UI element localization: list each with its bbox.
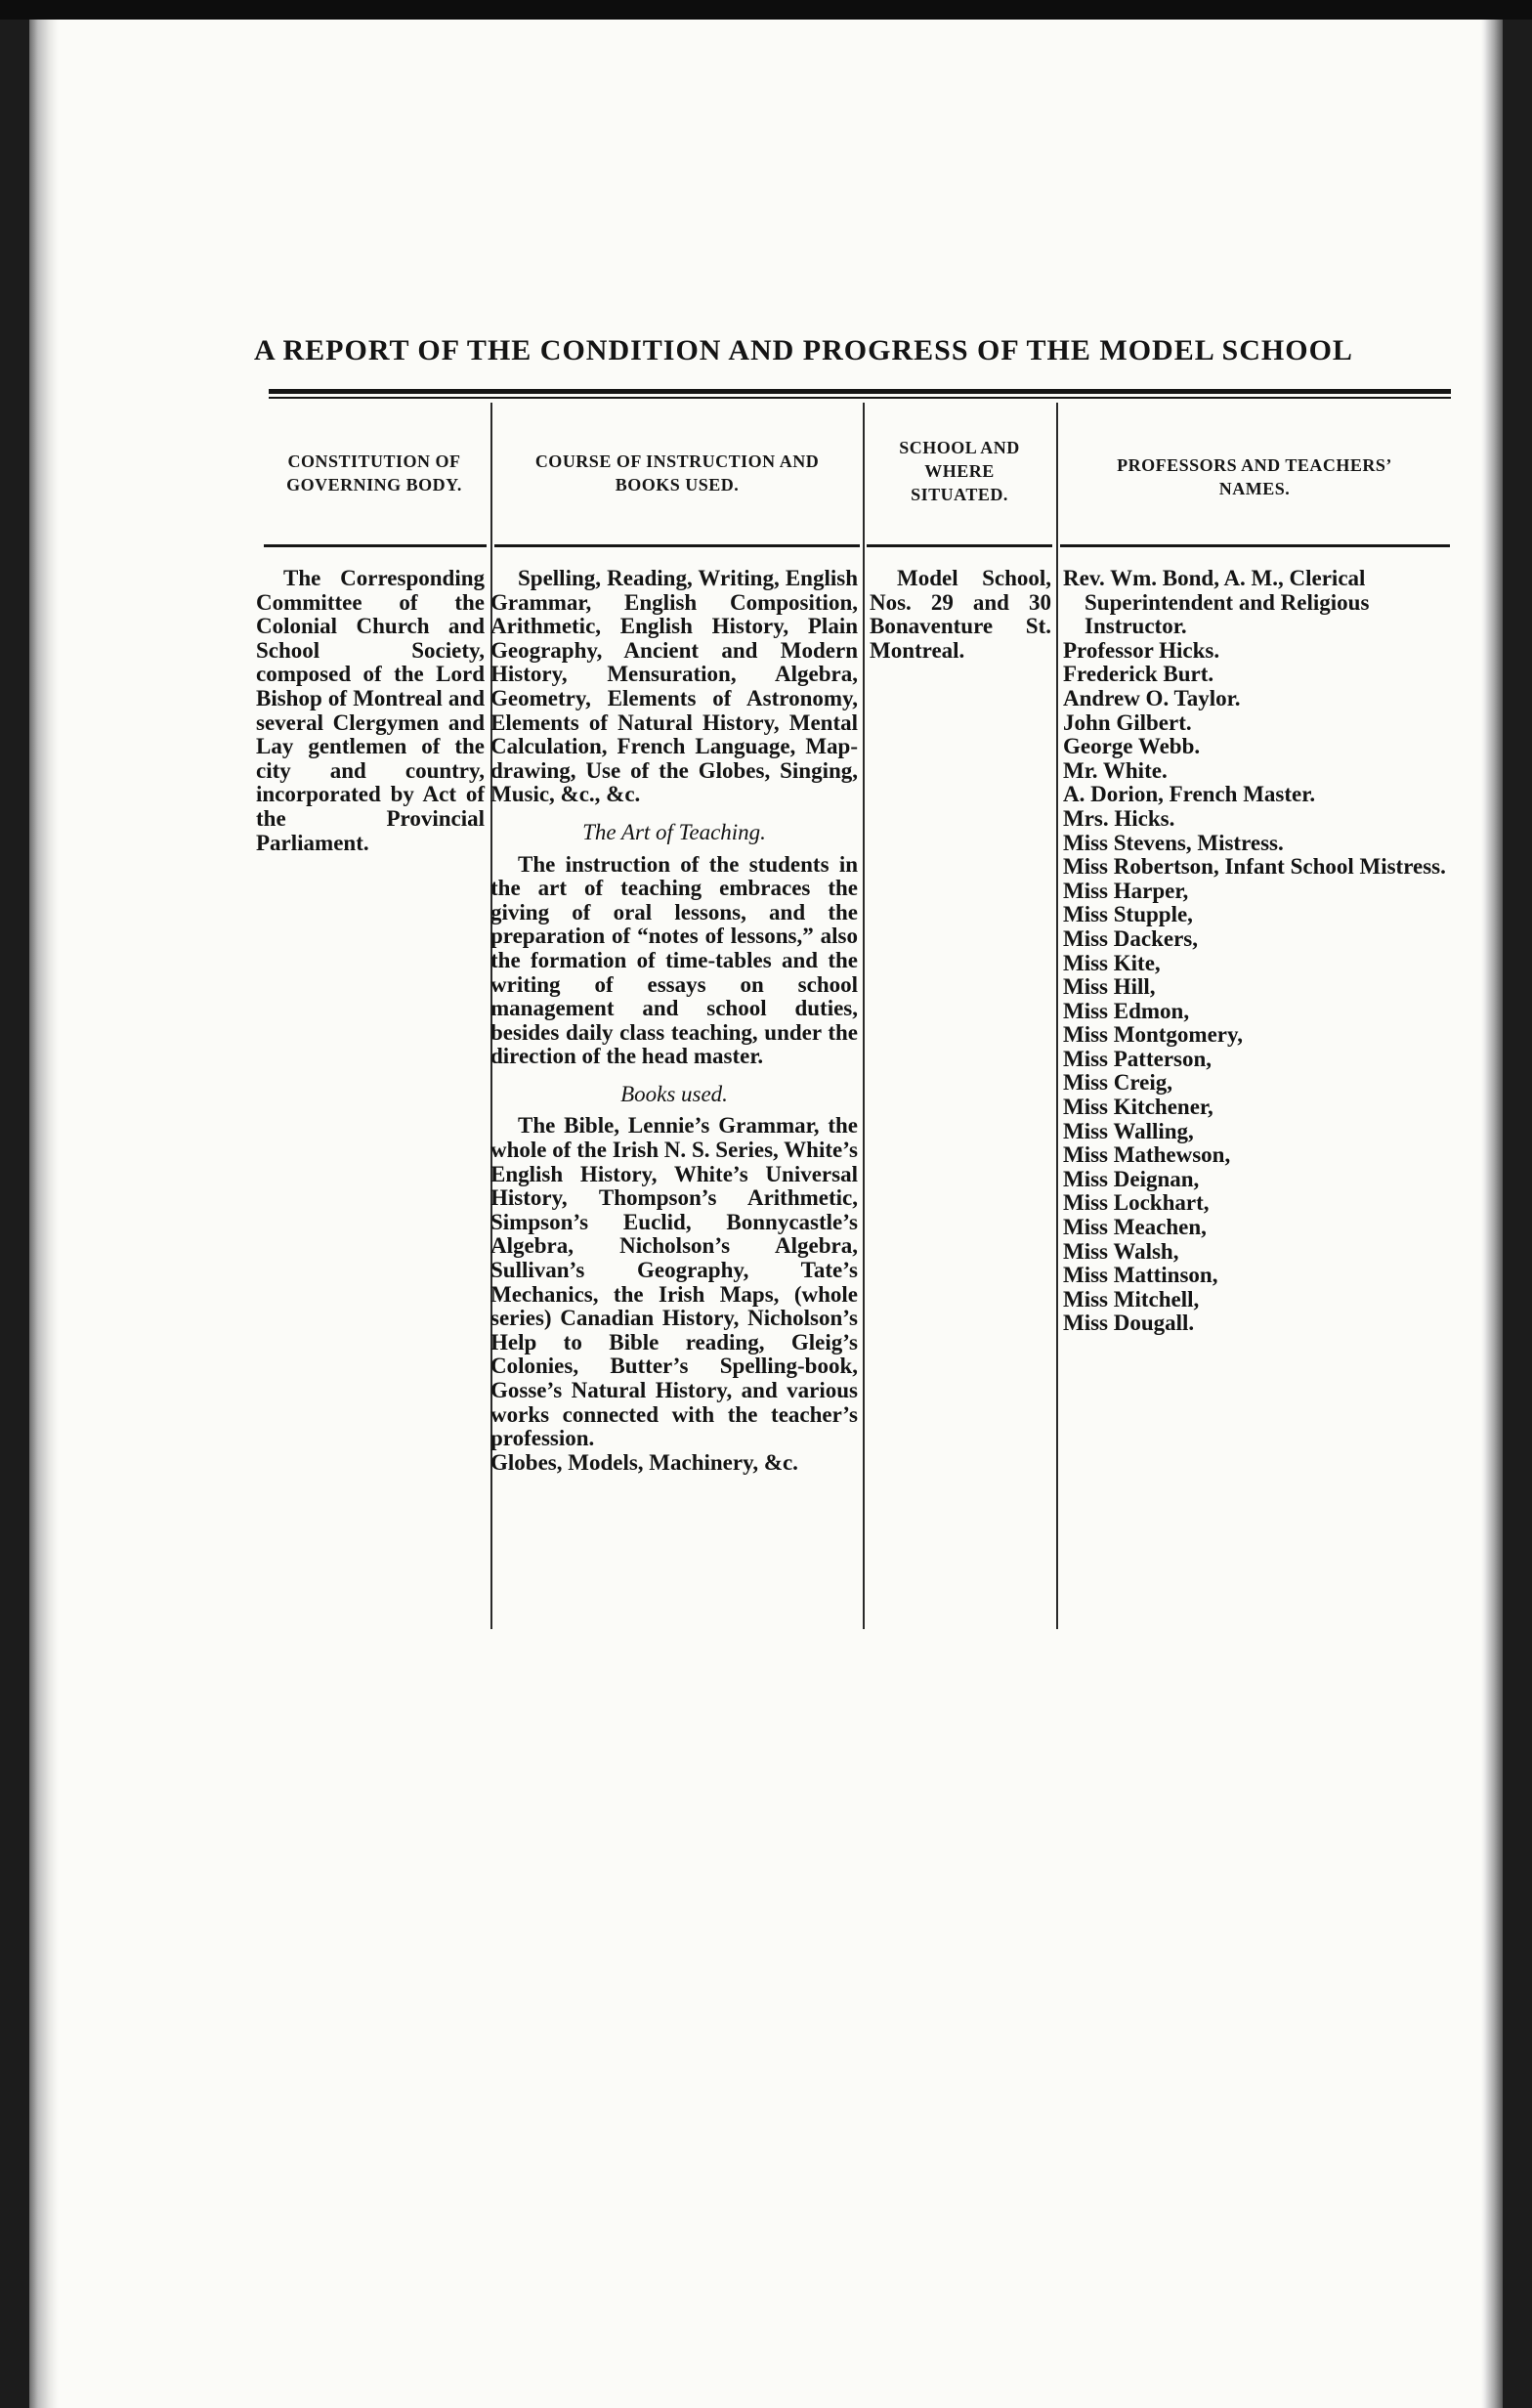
art-of-teaching-heading: The Art of Teaching. bbox=[582, 819, 766, 844]
page-edge-right bbox=[1481, 20, 1503, 2408]
teachers-column bbox=[1063, 567, 1450, 1336]
page-binding-left bbox=[29, 20, 59, 2408]
column-divider-3 bbox=[1056, 403, 1058, 1629]
teacher-name: Mrs. Hicks. bbox=[1063, 805, 1175, 831]
teacher-name: Miss Meachen, bbox=[1063, 1215, 1207, 1240]
header-constitution bbox=[262, 450, 487, 496]
teacher-name: Miss Patterson, bbox=[1063, 1046, 1213, 1071]
header-school bbox=[866, 436, 1053, 506]
teacher-name: Miss Stupple, bbox=[1063, 902, 1193, 927]
header-school-line2: WHERE bbox=[924, 461, 995, 481]
teacher-name: Miss Robertson, Infant School Mistress. bbox=[1063, 854, 1446, 880]
teacher-name: Mr. White. bbox=[1063, 757, 1168, 783]
constitution-column bbox=[256, 567, 485, 855]
teacher-name: Miss Mattinson, bbox=[1063, 1263, 1218, 1288]
title-rule-thick bbox=[269, 389, 1451, 394]
teacher-name: Frederick Burt. bbox=[1063, 662, 1214, 687]
teacher-name: Miss Montgomery, bbox=[1063, 1022, 1243, 1048]
constitution-text: The Corresponding Committee of the Colonial Church and School Society, composed of the Lord Bishop of Montreal and several Clergymen and Lay gentlemen of the city and country, incorporated by Act of the Provincial Parliament. bbox=[256, 566, 485, 855]
books-used-tail: Globes, Models, Machinery, &c. bbox=[490, 1449, 798, 1475]
teacher-name: Miss Hill, bbox=[1063, 974, 1156, 1000]
title-rule-thin bbox=[269, 397, 1451, 399]
teacher-name: Miss Dackers, bbox=[1063, 925, 1198, 951]
header-school-line1: SCHOOL AND bbox=[899, 438, 1020, 457]
document-page bbox=[29, 20, 1503, 2408]
header-course-line1: COURSE OF INSTRUCTION AND bbox=[534, 452, 820, 471]
report-title: A REPORT OF THE CONDITION AND PROGRESS OF THE MODEL SCHOOL bbox=[254, 334, 1353, 366]
header-rule-course bbox=[494, 544, 860, 547]
teacher-name: Miss Stevens, Mistress. bbox=[1063, 830, 1284, 855]
teacher-name: Miss Kitchener, bbox=[1063, 1095, 1213, 1120]
header-rule-school bbox=[867, 544, 1052, 547]
teacher-name: Miss Walsh, bbox=[1063, 1238, 1179, 1264]
teacher-name: Miss Deignan, bbox=[1063, 1166, 1200, 1191]
teacher-name: Miss Mitchell, bbox=[1063, 1286, 1200, 1312]
column-divider-2 bbox=[863, 403, 865, 1629]
header-course-line2: BOOKS USED. bbox=[615, 475, 740, 494]
art-of-teaching-text: The instruction of the students in the art of teaching embraces the giving of oral lessons, and the preparation of “notes of lessons,” also the formation of time-tables and the writing of essays on school management and school duties, besides daily class teaching, under the direction of the head master. bbox=[490, 851, 858, 1069]
header-school-line3: SITUATED. bbox=[911, 485, 1008, 504]
header-constitution-line1: CONSTITUTION OF bbox=[287, 452, 461, 471]
teacher-name: Miss Edmon, bbox=[1063, 998, 1190, 1023]
teacher-name: Miss Mathewson, bbox=[1063, 1142, 1231, 1168]
teacher-name: Professor Hicks. bbox=[1063, 637, 1220, 663]
teacher-name: Miss Harper, bbox=[1063, 878, 1189, 903]
teacher-name: Miss Walling, bbox=[1063, 1118, 1194, 1143]
scan-top-border bbox=[0, 0, 1532, 20]
school-column bbox=[870, 567, 1051, 663]
header-teachers-line2: NAMES. bbox=[1218, 479, 1291, 498]
teacher-name: John Gilbert. bbox=[1063, 710, 1192, 735]
teacher-name: Miss Lockhart, bbox=[1063, 1190, 1210, 1216]
teacher-name: A. Dorion, French Master. bbox=[1063, 782, 1316, 807]
teacher-name: Miss Creig, bbox=[1063, 1070, 1173, 1096]
school-text: Model School, Nos. 29 and 30 Bonaventure St. Montreal. bbox=[870, 566, 1051, 663]
teacher-name: George Webb. bbox=[1063, 734, 1201, 759]
course-column bbox=[490, 567, 858, 1475]
header-rule-constitution bbox=[264, 544, 487, 547]
header-course bbox=[493, 450, 861, 496]
books-used-text: The Bible, Lennie’s Grammar, the whole of the Irish N. S. Series, White’s English History, White’s Universal History, Thompson’s Arithmetic, Simpson’s Euclid, Bonnycastle’s Algebra, Nicholson’s Algebra, Sullivan’s Geography, Tate’s Mechanics, the Irish Maps, (whole series) Canadian History, Nicholson’s Help to Bible reading, Gleig’s Colonies, Butter’s Spelling-book, Gosse’s Natural History, and various works connected with the teacher’s profession. bbox=[490, 1113, 858, 1451]
header-rule-teachers bbox=[1060, 544, 1450, 547]
teacher-name: Andrew O. Taylor. bbox=[1063, 685, 1241, 710]
header-teachers-line1: PROFESSORS AND TEACHERS’ bbox=[1117, 455, 1392, 475]
teacher-name: Miss Kite, bbox=[1063, 950, 1161, 975]
header-teachers bbox=[1059, 453, 1450, 500]
teacher-name: Miss Dougall. bbox=[1063, 1311, 1195, 1336]
header-constitution-line2: GOVERNING BODY. bbox=[286, 475, 462, 494]
course-text: Spelling, Reading, Writing, English Grammar, English Composition, Arithmetic, English History, Plain Geography, Ancient and Modern History, Mensuration, Algebra, Geometry, Elements of Astronomy, Elements of Natural History, Mental Calculation, French Language, Map-drawing, Use of the Globes, Singing, Music, &c., &c. bbox=[490, 566, 858, 807]
teacher-name: Rev. Wm. Bond, A. M., Clerical Superintendent and Religious Instructor. bbox=[1063, 566, 1370, 639]
books-used-heading: Books used. bbox=[620, 1081, 728, 1106]
